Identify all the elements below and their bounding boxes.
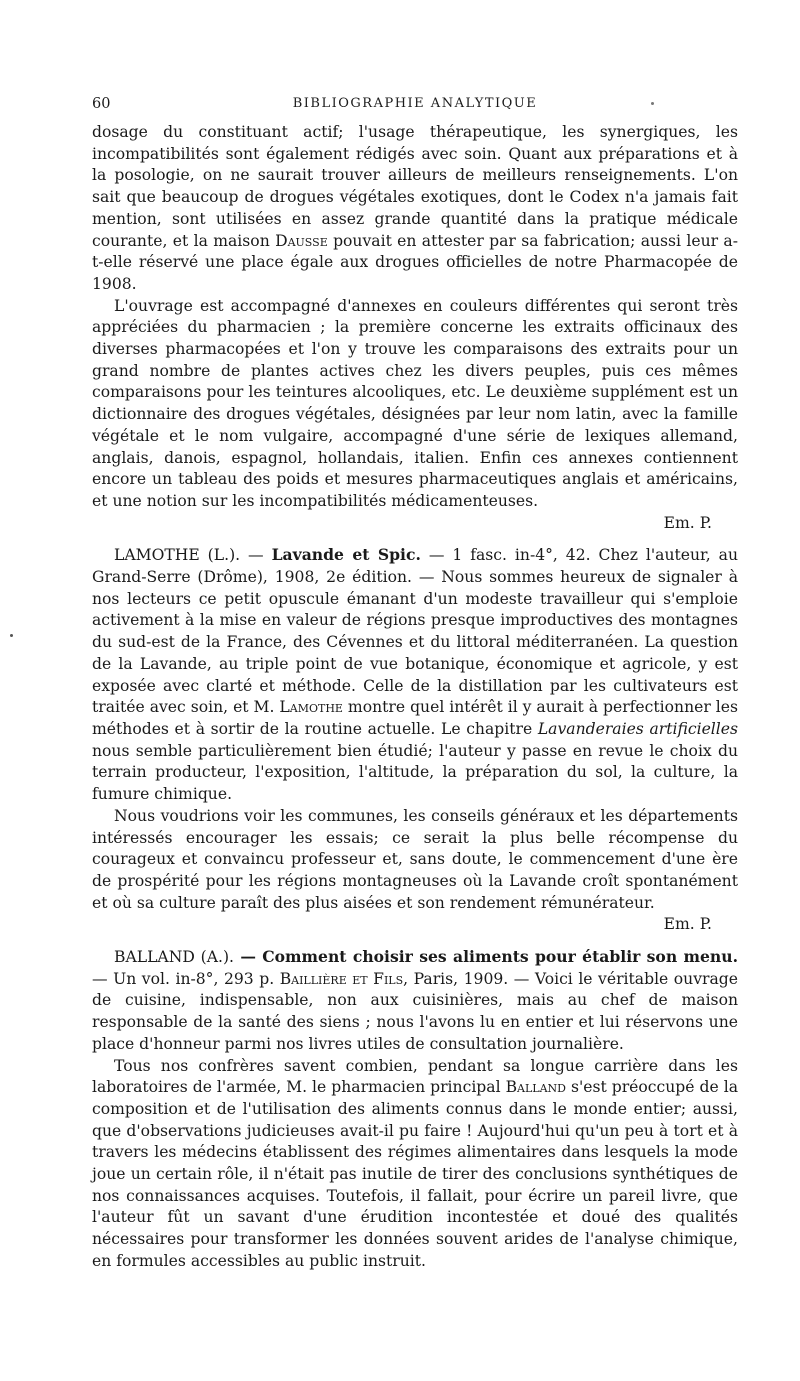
entry-text: , Paris, 1909. — Voici le véritable ouvrage de cuisine, indispensable, non aux cuisinières, mais au chef de maison responsable de la santé des siens ; nous l'avons lu en entier et lui réservons une place d'honneur parmi nos livres utiles de consultation journalière. bbox=[92, 969, 738, 1053]
dash: — bbox=[240, 546, 272, 565]
paragraph-text: s'est préoccupé de la composition et de l'utilisation des aliments connus dans le monde entier; aussi, que d'observations judicieuses avait-il pu faire ! Aujourd'hui qu'un peu à tort et à travers les médecins établissent des régimes alimentaires dans lesquels la mode joue un certain rôle, il n'était pas inutile de tirer des conclusions synthétiques de nos connaissances acquises. Toutefois, il fallait, pour écrire un pareil livre, que l'auteur fût un savant d'une érudition incontestée et doué des qualités nécessaires pour transformer les données souvent arides de l'analyse chimique, en formules accessibles au public instruit. bbox=[92, 1078, 738, 1270]
running-title: BIBLIOGRAPHIE ANALYTIQUE bbox=[292, 96, 538, 111]
paragraph-text: pouvait en attester par sa fabrication; aussi leur a-t-elle réservé une place égale aux drogues officielles de notre Pharmacopée de 1908. bbox=[92, 231, 738, 293]
entry-text: — Un vol. in-8°, 293 p. bbox=[92, 969, 280, 988]
paragraph-communes: Nous voudrions voir les communes, les conseils généraux et les départements intéressés encourager les essais; ce serait la plus belle récompense du courageux et convaincu professeur et, sans doute, le commencement d'une ère de prospérité pour les régions montagneuses où la Lavande croît spontanément et où sa culture paraît des plus aisées et son rendement rémunérateur. bbox=[92, 806, 738, 912]
entry-lamothe bbox=[92, 544, 738, 805]
paragraph-confreres bbox=[92, 1056, 738, 1273]
paragraph-text: Tous nos confrères savent combien, pendant sa longue carrière dans les laboratoires de l'armée, M. le pharmacien principal bbox=[92, 1056, 738, 1097]
name-balland: Balland bbox=[505, 1078, 566, 1097]
body-text bbox=[92, 122, 738, 1273]
author-balland: BALLAND (A.). bbox=[114, 948, 235, 967]
entry-text: montre quel intérêt il y aurait à perfectionner les méthodes et à sortir de la routine actuelle. Le chapitre bbox=[92, 698, 738, 738]
section-gap bbox=[92, 534, 738, 544]
margin-mark bbox=[10, 634, 13, 637]
publisher-name: Baillière et Fils bbox=[279, 969, 404, 988]
title-lamothe: Lavande et Spic. bbox=[271, 545, 421, 565]
name-lamothe: Lamothe bbox=[279, 698, 343, 717]
entry-balland bbox=[92, 946, 738, 1056]
entry-text: — 1 fasc. in-4°, 42. Chez l'auteur, au Grand-Serre (Drôme), 1908, 2e édition. — Nous sommes heureux de signaler à nos lecteurs ce petit opuscule émanant d'un modeste travailleur qui s'emploie activement à la mise en valeur de régions presque improductives des montagnes du sud-est de la France, des Cévennes et du littoral méditerranéen. La question de la Lavande, au triple point de vue botanique, économique et agricole, y est exposée avec clarté et méthode. Celle de la distillation par les cultivateurs est traitée avec soin, et M. bbox=[92, 546, 739, 717]
paragraph-text: dosage du constituant actif; l'usage thérapeutique, les synergiques, les incompatibilités sont également rédigés avec soin. Quant aux préparations et à la posologie, on ne saurait trouver ailleurs de meilleurs renseignements. L'on sait que beaucoup de drogues végétales exotiques, dont le Codex n'a jamais fait mention, sont utilisées en assez grande quantité dans la pratique médicale courante, et la maison bbox=[92, 123, 738, 250]
section-gap bbox=[92, 936, 738, 946]
signature: Em. P. bbox=[663, 915, 712, 934]
author-lamothe: LAMOTHE (L.). bbox=[114, 546, 241, 565]
italic-chapter: Lavanderaies artificielles bbox=[537, 719, 739, 738]
page-number: 60 bbox=[92, 96, 111, 112]
document-page bbox=[92, 96, 738, 1273]
name-dausse: Dausse bbox=[275, 231, 328, 250]
signature: Em. P. bbox=[663, 513, 712, 532]
title-balland: — Comment choisir ses aliments pour établir son menu. bbox=[234, 947, 739, 967]
entry-text: nous semble particulièrement bien étudié; l'auteur y passe en revue le choix du terrain producteur, l'exposition, l'altitude, la préparation du sol, la culture, la fumure chimique. bbox=[92, 741, 738, 804]
paragraph-continuation bbox=[92, 122, 738, 296]
header-dot bbox=[651, 102, 654, 105]
paragraph-annexes: L'ouvrage est accompagné d'annexes en couleurs différentes qui seront très appréciées du pharmacien ; la première concerne les extraits officinaux des diverses pharmacopées et l'on y trouve les comparaisons des extraits pour un grand nombre de plantes actives chez les divers peuples, puis ces mêmes comparaisons pour les teintures alcooliques, etc. Le deuxième supplément est un dictionnaire des drogues végétales, désignées par leur nom latin, avec la famille végétale et le nom vulgaire, accompagné d'une série de lexiques allemand, anglais, danois, espagnol, hollandais, italien. Enfin ces annexes contiennent encore un tableau des poids et mesures pharmaceutiques anglais et américains, et une notion sur les incompatibilités médicamenteuses. bbox=[92, 296, 738, 510]
page-header bbox=[92, 96, 738, 122]
